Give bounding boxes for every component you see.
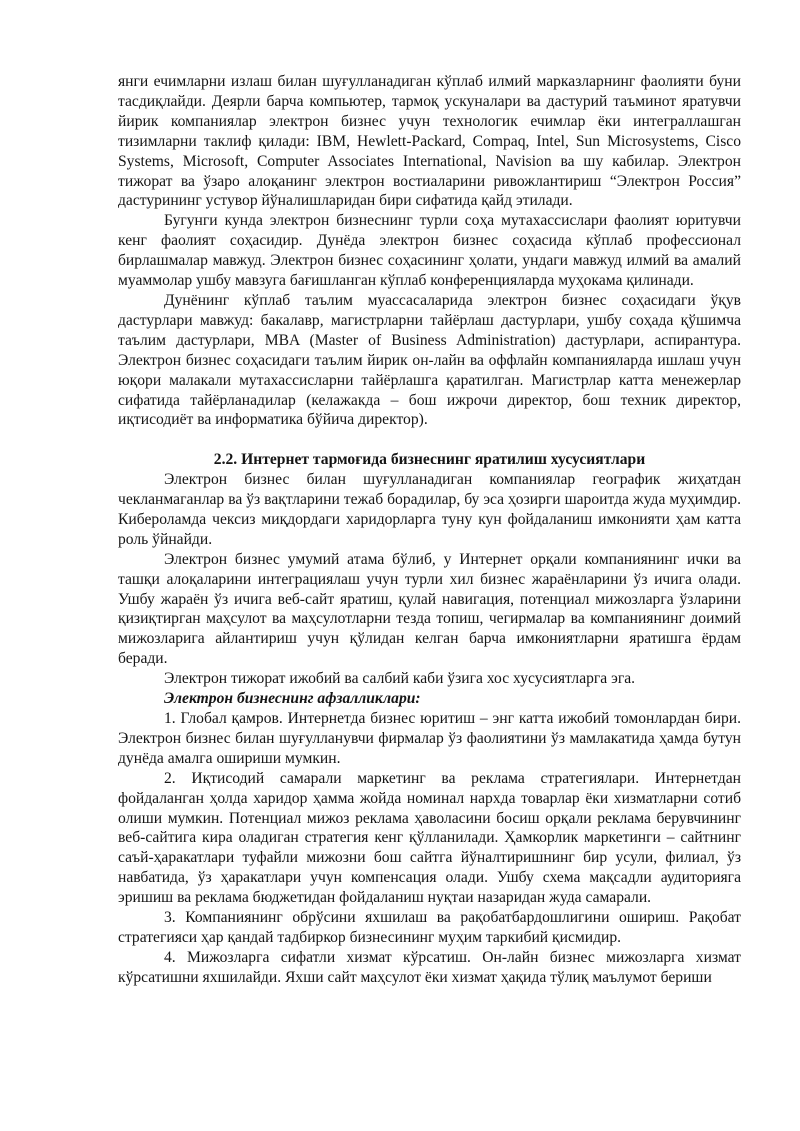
list-item-reputation: 3. Компаниянинг обрўсини яхшилаш ва рақобатбардошлигини ошириш. Рақобат стратегияси ҳар қандай тадбиркор бизнесининг муҳим таркибий қисмидир. xyxy=(118,909,741,946)
paragraph-features: Электрон тижорат ижобий ва салбий каби ўзига хос хусусиятларга эга. xyxy=(164,670,636,688)
advantages-heading: Электрон бизнеснинг афзалликлари: xyxy=(164,690,421,708)
section-heading: 2.2. Интернет тармоғида бизнеснинг яратилиш хусусиятлари xyxy=(213,451,646,469)
paragraph-specialists: Бугунги кунда электрон бизнеснинг турли соҳа мутахассислари фаолият юритувчи кенг фаолият соҳасидир. Дунёда электрон бизнес соҳасида кўплаб профессионал бирлашмалар мавжуд. Электрон бизнес соҳасининг ҳолати, ундаги мавжуд илмий ва амалий муаммолар ушбу мавзуга бағишланган кўплаб конференцияларда муҳокама қилинади. xyxy=(118,212,741,290)
paragraph-education: Дунёнинг кўплаб таълим муассасаларида электрон бизнес соҳасидаги ўқув дастурлари мавжуд: бакалавр, магистрларни тайёрлаш дастурлари, ушбу соҳада қўшимча таълим дастурлари, MBA (Master of Business Administration) дастурлари, аспирантура. Электрон бизнес соҳасидаги таълим йирик он-лайн ва оффлайн компанияларда ишлаш учун юқори малакали мутахассисларни тайёрлашга қаратилган. Магистрлар катта менежерлар сифатида тайёрланадилар (келажакда – бош ижрочи директор, бош техник директор, иқтисодиёт ва информатика бўйича директор). xyxy=(118,291,741,429)
paragraph-integration: Электрон бизнес умумий атама бўлиб, у Интернет орқали компаниянинг ички ва ташқи алоқаларини интеграциялаш учун турли хил бизнес жараёнларини ўз ичига олади. Ушбу жараён ўз ичига веб-сайт яратиш, қулай навигация, потенциал мижозларга ўзларини қизиқтирган маҳсулот ва маҳсулотларни тезда топиш, чегирмалар ва компаниянинг доимий мижозларига айлантириш учун қўлидан келган барча имкониятларни яратишга ёрдам беради. xyxy=(118,550,741,668)
list-item-customer-service: 4. Мижозларга сифатли хизмат кўрсатиш. Он-лайн бизнес мижозларга хизмат кўрсатишни яхшилайди. Яхши сайт маҳсулот ёки хизмат ҳақида тўлиқ маълумот бериши xyxy=(118,948,741,986)
blank-line xyxy=(118,430,741,450)
list-item-global-reach: 1. Глобал қамров. Интернетда бизнес юритиш – энг катта ижобий томонлардан бири. Электрон бизнес билан шуғулланувчи фирмалар ўз фаолиятини ўз мамлакатида ҳамда бутун дунёда амалга ошириши мумкин. xyxy=(118,709,741,767)
list-item-marketing: 2. Иқтисодий самарали маркетинг ва реклама стратегиялари. Интернетдан фойдаланган ҳолда харидор ҳамма жойда номинал нархда товарлар ёки хизматларни сотиб олиши мумкин. Потенциал мижоз реклама ҳаволасини босиш орқали реклама берувчининг веб-сайтига кира оладиган стратегия кенг қўлланилади. Ҳамкорлик маркетинги – сайтнинг саъй-ҳаракатлари туфайли мижозни бош сайтга йўналтиришнинг бир усули, филиал, ўз навбатида, ўз ҳаракатлари учун компенсация олади. Ушбу схема мақсадли аудиторияга эришиш ва реклама бюджетидан фойдаланиш нуқтаи назаридан жуда самарали. xyxy=(118,769,741,907)
document-page xyxy=(118,72,741,988)
paragraph-intro: янги ечимларни излаш билан шуғулланадиган кўплаб илмий марказларнинг фаолияти буни тасдиқлайди. Деярли барча компьютер, тармоқ ускуналари ва дастурий таъминот яратувчи йирик компаниялар электрон бизнес учун технологик ечимлар ёки интеграллашган тизимларни таклиф қилади: IBM, Hewlett-Packard, Compaq, Intel, Sun Microsystems, Cisco Systems, Microsoft, Computer Associates International, Navision ва шу кабилар. Электрон тижорат ва ўзаро алоқанинг электрон востиаларини ривожлантириш “Электрон Россия” дастурининг устувор йўналишларидан бири сифатида қайд этилади. xyxy=(118,73,741,210)
paragraph-geography: Электрон бизнес билан шуғулланадиган компаниялар географик жиҳатдан чекланмаганлар ва ўз вақтларини тежаб борадилар, бу эса ҳозирги шароитда жуда муҳимдир. Кибероламда чексиз миқдордаги харидорларга туну кун фойдаланиш имконияти ҳам катта роль ўйнайди. xyxy=(118,471,741,548)
